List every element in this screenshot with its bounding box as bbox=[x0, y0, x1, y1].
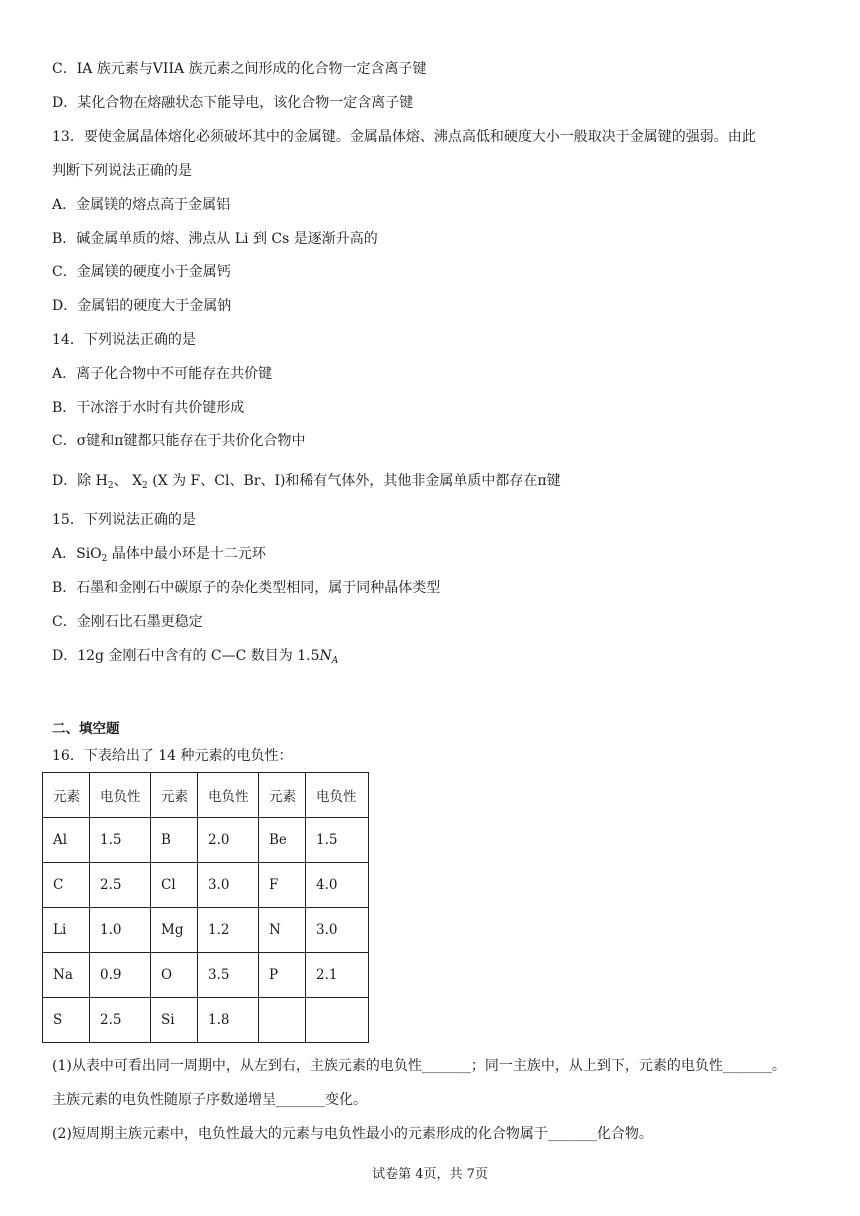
table-header-cell: 元素 bbox=[43, 773, 90, 818]
option-d-q14-mid: 、 X bbox=[113, 473, 143, 489]
table-cell: N bbox=[259, 908, 306, 953]
option-c-q13: C．金属镁的硬度小于金属钙 bbox=[52, 264, 231, 280]
table-cell: S bbox=[43, 998, 90, 1043]
table-cell: C bbox=[43, 863, 90, 908]
table-cell bbox=[259, 998, 306, 1043]
table-cell: 1.2 bbox=[198, 908, 259, 953]
option-d-q14 bbox=[52, 472, 561, 495]
option-b-q14: B．干冰溶于水时有共价键形成 bbox=[52, 400, 245, 416]
table-cell: 4.0 bbox=[306, 863, 369, 908]
table-header-cell: 元素 bbox=[259, 773, 306, 818]
table-row bbox=[43, 863, 369, 908]
table-cell: 1.0 bbox=[90, 908, 151, 953]
table-cell: 1.5 bbox=[306, 818, 369, 863]
option-d-q14-pre: D．除 H bbox=[52, 473, 108, 489]
section-title: 二、填空题 bbox=[52, 721, 120, 737]
table-cell: Na bbox=[43, 953, 90, 998]
table-row bbox=[43, 818, 369, 863]
question-13-stem-cont: 判断下列说法正确的是 bbox=[52, 163, 192, 179]
table-cell: 3.0 bbox=[306, 908, 369, 953]
table-row bbox=[43, 998, 369, 1043]
table-cell: F bbox=[259, 863, 306, 908]
table-cell: 1.8 bbox=[198, 998, 259, 1043]
table-header-cell: 电负性 bbox=[198, 773, 259, 818]
option-d-q15 bbox=[52, 647, 338, 670]
table-header-row bbox=[43, 773, 369, 818]
question-16-part-1: (1)从表中可看出同一周期中，从左到右，主族元素的电负性_______；同一主族中，从上到下，元素的电负性_______。 bbox=[52, 1058, 786, 1074]
table-cell: O bbox=[151, 953, 198, 998]
table-cell: 1.5 bbox=[90, 818, 151, 863]
table-cell: 3.5 bbox=[198, 953, 259, 998]
table-cell: 0.9 bbox=[90, 953, 151, 998]
table-cell: Al bbox=[43, 818, 90, 863]
table-cell: 2.5 bbox=[90, 998, 151, 1043]
option-a-q13: A．金属镁的熔点高于金属铝 bbox=[52, 197, 231, 213]
table-cell: P bbox=[259, 953, 306, 998]
question-13-stem: 13．要使金属晶体熔化必须破坏其中的金属键。金属晶体熔、沸点高低和硬度大小一般取决于金属键的强弱。由此 bbox=[52, 129, 756, 145]
option-c-q15: C．金刚石比石墨更稳定 bbox=[52, 614, 203, 630]
option-d-q13: D．金属铝的硬度大于金属钠 bbox=[52, 298, 232, 314]
table-cell: B bbox=[151, 818, 198, 863]
table-cell: Si bbox=[151, 998, 198, 1043]
question-16-part-1-cont: 主族元素的电负性随原子序数递增呈_______变化。 bbox=[52, 1092, 367, 1108]
table-cell: Mg bbox=[151, 908, 198, 953]
subscript: 2 bbox=[142, 481, 148, 491]
question-14-stem: 14．下列说法正确的是 bbox=[52, 332, 196, 348]
subscript: A bbox=[331, 656, 339, 666]
option-a-q15-post: 晶体中最小环是十二元环 bbox=[107, 546, 266, 562]
table-cell: Cl bbox=[151, 863, 198, 908]
table-cell: Li bbox=[43, 908, 90, 953]
electronegativity-table bbox=[42, 772, 369, 1043]
table-cell: 2.0 bbox=[198, 818, 259, 863]
option-c-q12: C．IA 族元素与VIIA 族元素之间形成的化合物一定含离子键 bbox=[52, 61, 427, 77]
option-b-q13: B．碱金属单质的熔、沸点从 Li 到 Cs 是逐渐升高的 bbox=[52, 231, 378, 247]
table-row bbox=[43, 953, 369, 998]
table-cell bbox=[306, 998, 369, 1043]
option-b-q15: B．石墨和金刚石中碳原子的杂化类型相同，属于同种晶体类型 bbox=[52, 580, 441, 596]
option-a-q15-pre: A．SiO bbox=[52, 546, 102, 562]
avogadro-symbol: N bbox=[319, 648, 332, 664]
option-c-q14: C．σ键和π键都只能存在于共价化合物中 bbox=[52, 433, 306, 449]
table-cell: 2.5 bbox=[90, 863, 151, 908]
table-cell: 2.1 bbox=[306, 953, 369, 998]
option-d-q15-pre: D．12g 金刚石中含有的 C—C 数目为 1.5 bbox=[52, 648, 320, 664]
subscript: 2 bbox=[101, 554, 108, 564]
question-16-part-2: (2)短周期主族元素中，电负性最大的元素与电负性最小的元素形成的化合物属于_______化合物。 bbox=[52, 1126, 653, 1142]
table-row bbox=[43, 908, 369, 953]
table-cell: Be bbox=[259, 818, 306, 863]
question-16-stem: 16．下表给出了 14 种元素的电负性： bbox=[52, 748, 293, 764]
page-footer: 试卷第 4页，共 7页 bbox=[372, 1167, 488, 1182]
option-d-q12: D．某化合物在熔融状态下能导电，该化合物一定含离子键 bbox=[52, 95, 414, 111]
question-15-stem: 15．下列说法正确的是 bbox=[52, 512, 196, 528]
subscript: 2 bbox=[107, 481, 114, 491]
option-a-q14: A．离子化合物中不可能存在共价键 bbox=[52, 366, 273, 382]
table-header-cell: 电负性 bbox=[306, 773, 369, 818]
table-header-cell: 电负性 bbox=[90, 773, 151, 818]
table-header-cell: 元素 bbox=[151, 773, 198, 818]
option-a-q15 bbox=[52, 545, 266, 568]
option-d-q14-post: (X 为 F、Cl、Br、I)和稀有气体外，其他非金属单质中都存在π键 bbox=[147, 473, 561, 489]
table-cell: 3.0 bbox=[198, 863, 259, 908]
